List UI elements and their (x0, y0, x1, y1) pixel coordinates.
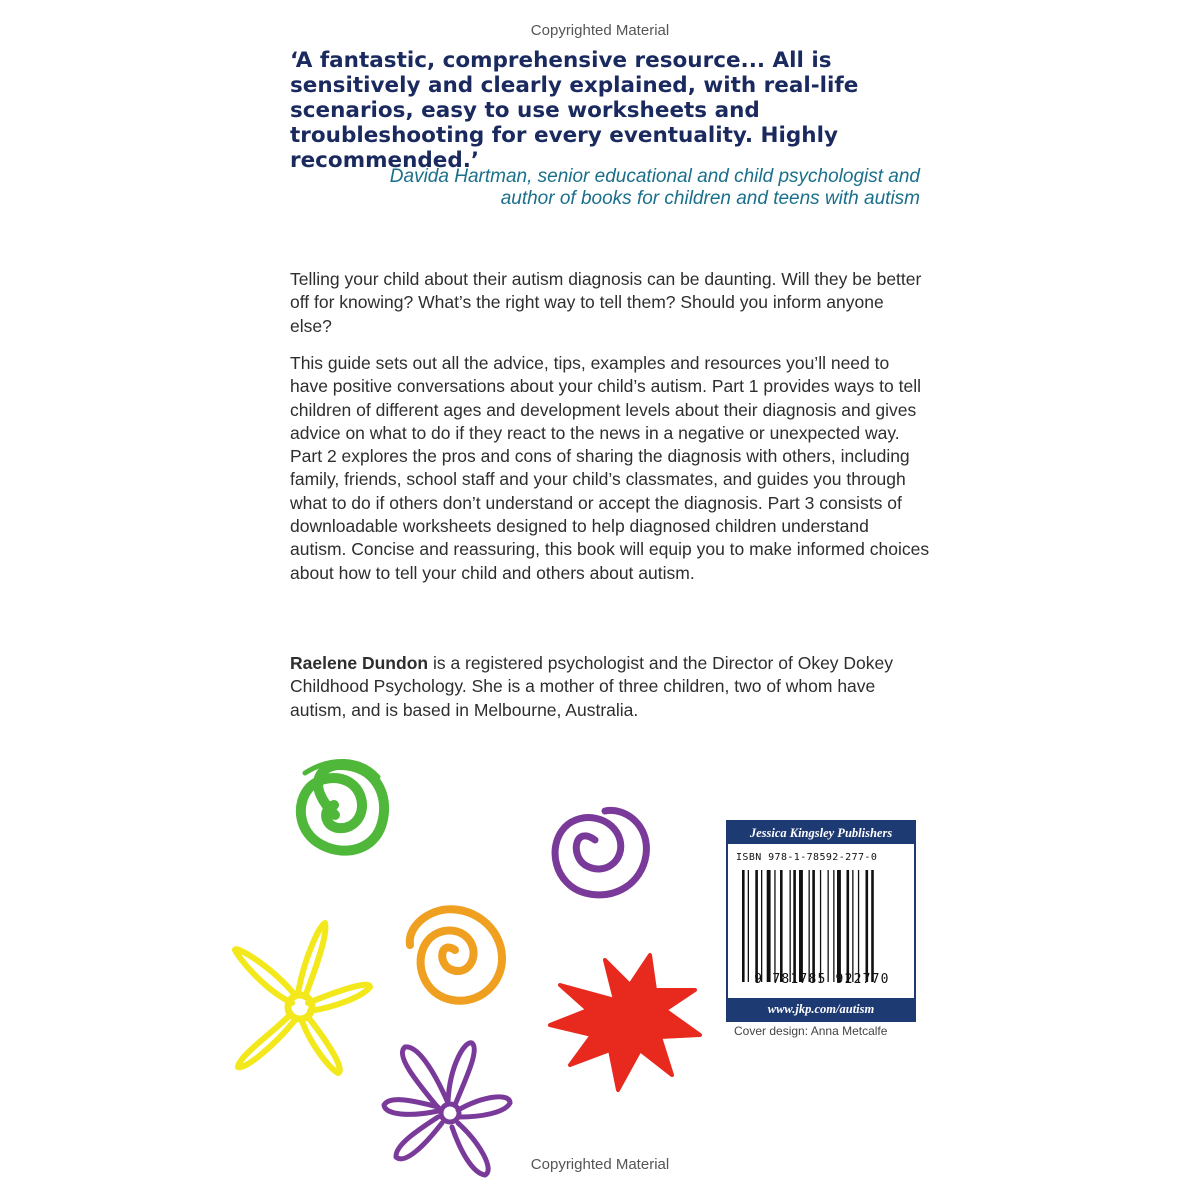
green-spiral-flower (301, 761, 384, 850)
orange-spiral-flower (410, 909, 502, 1000)
crayon-flowers-illustration (210, 745, 720, 1190)
attribution-line-2: author of books for children and teens with autism (500, 188, 920, 209)
purple-spiral-flower (555, 810, 646, 894)
isbn-label: ISBN 978-1-78592-277-0 (736, 852, 878, 863)
review-quote: ‘A fantastic, comprehensive resource... All is sensitively and clearly explained, with real-life scenarios, easy to use worksheets and troubleshooting for every eventuality. Highly recommended.’ (290, 48, 859, 173)
attribution-line-1: Davida Hartman, senior educational and child psychologist and (389, 166, 920, 187)
description-paragraph-2: This guide sets out all the advice, tips, examples and resources you’ll need to have positive conversations about your child’s autism. Part 1 provides ways to tell children of different ages and development levels about their diagnosis and gives advice on what to do if they react to the news in a negative or unexpected way. Part 2 explores the pros and cons of sharing the diagnosis with others, including family, friends, school staff and your child’s classmates, and guides you through what to do if others don’t understand or accept the diagnosis. Part 3 consists of downloadable worksheets designed to help diagnosed children understand autism. Concise and reassuring, this book will equip you to make informed choices about how to tell your child and others about autism. (290, 353, 930, 583)
quote-attribution (280, 166, 920, 210)
barcode-bars (740, 870, 904, 982)
publisher-url: www.jkp.com/autism (728, 998, 914, 1020)
barcode-block (726, 820, 916, 1022)
author-bio-text: is a registered psychologist and the Director of Okey Dokey Childhood Psychology. She is a mother of three children, two of whom have autism, and is based in Melbourne, Australia. (290, 653, 894, 720)
author-name: Raelene Dundon (290, 653, 429, 673)
barcode-digits: 9 781785 922770 (754, 972, 890, 987)
copyright-watermark-bottom: Copyrighted Material (530, 1156, 670, 1173)
cover-design-credit: Cover design: Anna Metcalfe (734, 1024, 888, 1038)
description-paragraph-1: Telling your child about their autism diagnosis can be daunting. Will they be better off for knowing? What’s the right way to tell them? Should you inform anyone else? (290, 269, 922, 336)
author-bio (290, 652, 930, 722)
copyright-watermark-top: Copyrighted Material (530, 22, 670, 39)
red-splat-flower (550, 955, 700, 1090)
yellow-daisy-flower (235, 923, 370, 1073)
publisher-name: Jessica Kingsley Publishers (728, 822, 914, 844)
